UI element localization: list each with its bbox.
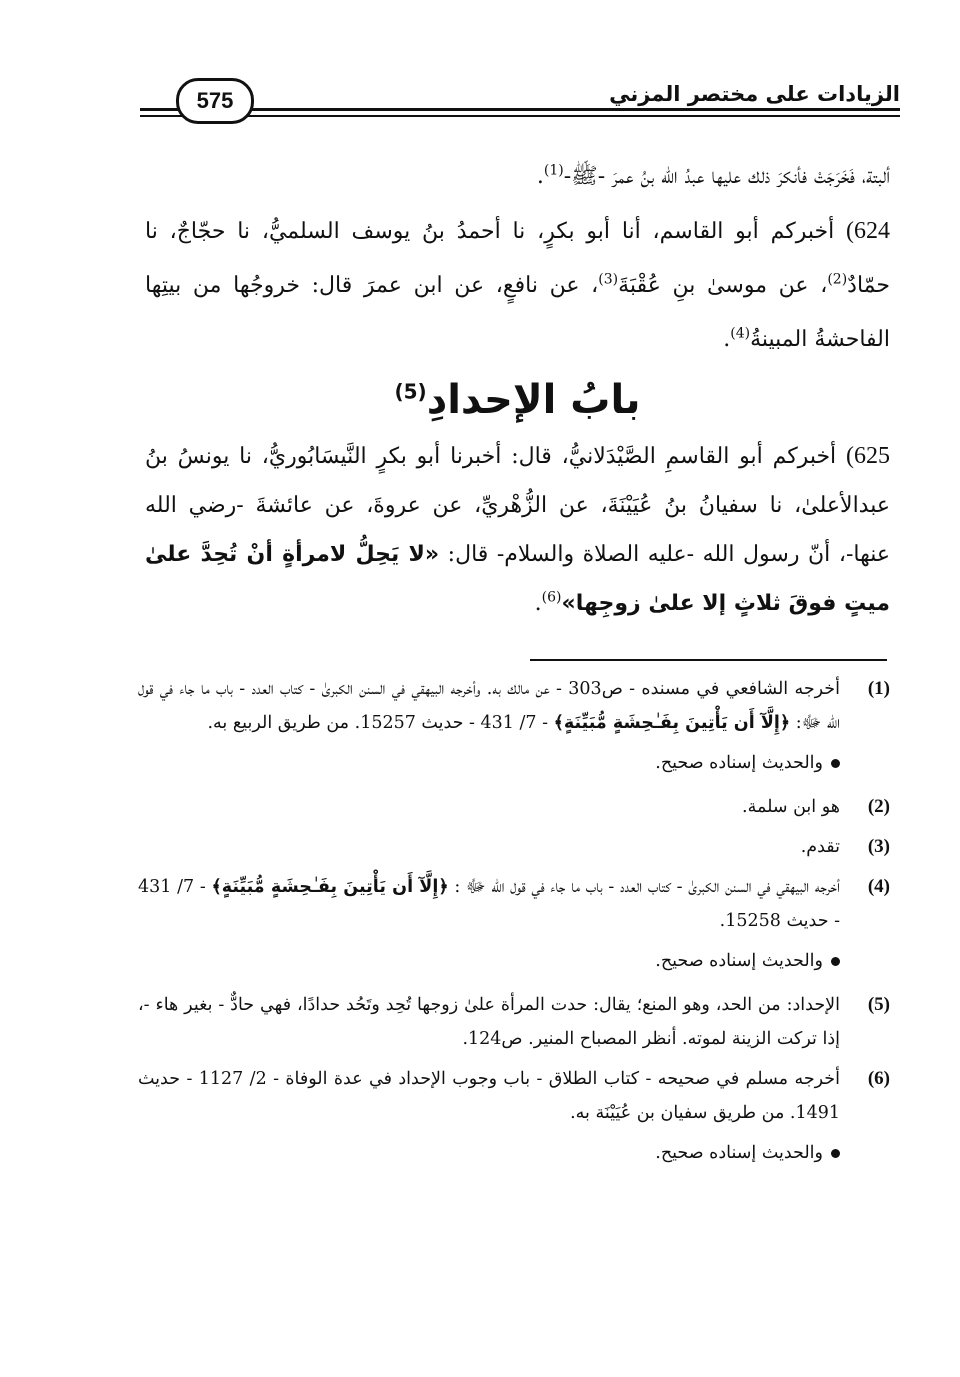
running-title: الزيادات على مختصر المزني	[599, 82, 900, 106]
footnote-text: أخرجه البيهقي في السنن الكبرىٰ - كتاب العدد - باب ما جاء في قول الله ﷻ :	[454, 877, 840, 897]
text-run: ، عن نافعٍ، عن ابن عمرَ قال: خروجُها من بيتِها الفاحشةُ المبينةُ	[145, 273, 890, 352]
footnote-number: (3)	[867, 836, 890, 857]
bullet-icon	[831, 957, 840, 966]
note-text: والحديث إسناده صحيح.	[655, 951, 823, 971]
text-run: ، عن موسىٰ بنِ عُقْبَةَ	[618, 273, 828, 298]
hadith-number: 625)	[846, 443, 890, 469]
footnote-text: تقدم.	[800, 837, 840, 857]
footnote-ref: (1)	[543, 162, 564, 179]
footnote-number: (2)	[867, 796, 890, 817]
footnote-4	[138, 870, 890, 938]
footnote-text: أخرجه مسلم في صحيحه - كتاب الطلاق - باب وجوب الإحداد في عدة الوفاة - 2/ 1127 - حديث 1491. من طريق سفيان بن عُيَيْنَة به.	[138, 1069, 840, 1123]
footnote-note	[138, 746, 890, 780]
chapter-title: بابُ الإحدادِ	[426, 377, 641, 423]
quran-verse: ﴿إِلَّآ أَن يَأْتِينَ بِفَـٰحِشَةٍ مُّبَيِّنَةٍ﴾	[211, 877, 449, 897]
text-run: أخبركم أبو القاسمِ الصَّيْدَلانيُّ، قال: أخبرنا أبو بكرٍ النَّيسَابُوريُّ، نا يونسُ بنُ عبدالأعلىٰ، نا سفيانُ بنُ عُيَيْنَةَ، عن الزُّهْريِّ، عن عروةَ، عن عائشةَ -رضي الله عنها-، أنّ رسول الله -عليه الصلاة والسلام- قال:	[145, 444, 890, 567]
footnote-3	[138, 830, 890, 864]
footnote-number: (6)	[867, 1068, 890, 1089]
note-text: والحديث إسناده صحيح.	[655, 753, 823, 773]
footnotes	[138, 672, 890, 1180]
quran-verse: ﴿إِلَّآ أَن يَأْتِينَ بِفَـٰحِشَةٍ مُّبَيِّنَةٍ﴾	[553, 713, 791, 733]
text-run: أخبركم أبو القاسم، أنا أبو بكرٍ، نا أحمدُ بنُ يوسف السلميُّ، نا حجّاجٌ، نا حمّادٌ	[145, 219, 890, 298]
footnote-number: (1)	[867, 678, 890, 699]
footnote-number: (4)	[867, 876, 890, 897]
footnote-ref: (3)	[598, 271, 619, 288]
footnote-ref: (2)	[827, 271, 848, 288]
footnote-text: أخرجه الشافعي في مسنده - ص303 - عن مالك به. وأخرجه البيهقي في السنن الكبرىٰ - كتاب العدد - باب ما جاء في قول الله ﷻ:	[138, 679, 840, 733]
footnote-separator	[530, 659, 887, 661]
header-rule	[140, 115, 900, 117]
footnote-text: - 7/ 431 - حديث 15257. من طريق الربيع به.	[207, 713, 549, 733]
footnote-ref: (4)	[730, 325, 751, 342]
footnote-text: الإحداد: من الحد، وهو المنع؛ يقال: حدت المرأة علىٰ زوجها تُحِد وتَحُد حدادًا، فهي حادٌّ - بغير هاء -، إذا تركت الزينة لموته. أنظر المصباح المنير. ص124.	[138, 995, 840, 1049]
bullet-icon	[831, 1149, 840, 1158]
footnote-5	[138, 988, 890, 1056]
footnote-ref: (6)	[541, 589, 562, 606]
footnote-number: (5)	[867, 994, 890, 1015]
header-rule	[140, 108, 900, 111]
footnote-1	[138, 672, 890, 740]
chapter-heading	[145, 365, 890, 435]
hadith-quote: «لا يَحِلُّ لامرأةٍ أنْ تُحِدَّ علىٰ ميتٍ فوقَ ثلاثٍ إلا علىٰ زوجِها»	[145, 542, 890, 616]
footnote-text: - 7/ 431 - حديث 15258.	[138, 877, 840, 931]
page-number: 575	[176, 78, 254, 124]
text-line: ألبتة، فَخَرَجَتْ فأنكرَ ذلك عليها عبدُ الله بنُ عمرَ -ﷺ-$^{(1)}$.	[536, 162, 890, 189]
hadith-624: 624) أخبركم أبو القاسم، أنا أبو بكرٍ، نا أحمدُ بنُ يوسف السلميُّ، نا حجّاجٌ، نا حمّادٌ$^{(2)}$، عن موسىٰ بنِ عُقْبَةَ$^{(3)}$، عن نافعٍ، عن ابن عمرَ قال: خروجُها من بيتِها الفاحشةُ المبينةُ$^{(4)}$.	[145, 218, 891, 352]
footnote-ref: (5)	[394, 379, 427, 404]
main-text	[145, 150, 890, 367]
page-header	[140, 78, 900, 122]
footnote-2	[138, 790, 890, 824]
footnote-6	[138, 1062, 890, 1130]
footnote-note	[138, 1136, 890, 1170]
bullet-icon	[831, 759, 840, 768]
text-run: ألبتة، فَخَرَجَتْ فأنكرَ ذلك عليها عبدُ الله بنُ عمرَ -ﷺ-	[563, 164, 890, 189]
footnote-text: هو ابن سلمة.	[742, 797, 840, 817]
hadith-number: 624)	[846, 218, 891, 244]
hadith-625: 625) أخبركم أبو القاسمِ الصَّيْدَلانيُّ، قال: أخبرنا أبو بكرٍ النَّيسَابُوريُّ، نا يونسُ بنُ عبدالأعلىٰ، نا سفيانُ بنُ عُيَيْنَةَ، عن الزُّهْريِّ، عن عروةَ، عن عائشةَ -رضي الله عنها-، أنّ رسول الله -عليه الصلاة والسلام- قال: «لا يَحِلُّ لامرأةٍ أنْ تُحِدَّ علىٰ ميتٍ فوقَ ثلاثٍ إلا علىٰ زوجِها»$^{(6)}$.	[145, 443, 890, 616]
footnote-note	[138, 944, 890, 978]
note-text: والحديث إسناده صحيح.	[655, 1143, 823, 1163]
